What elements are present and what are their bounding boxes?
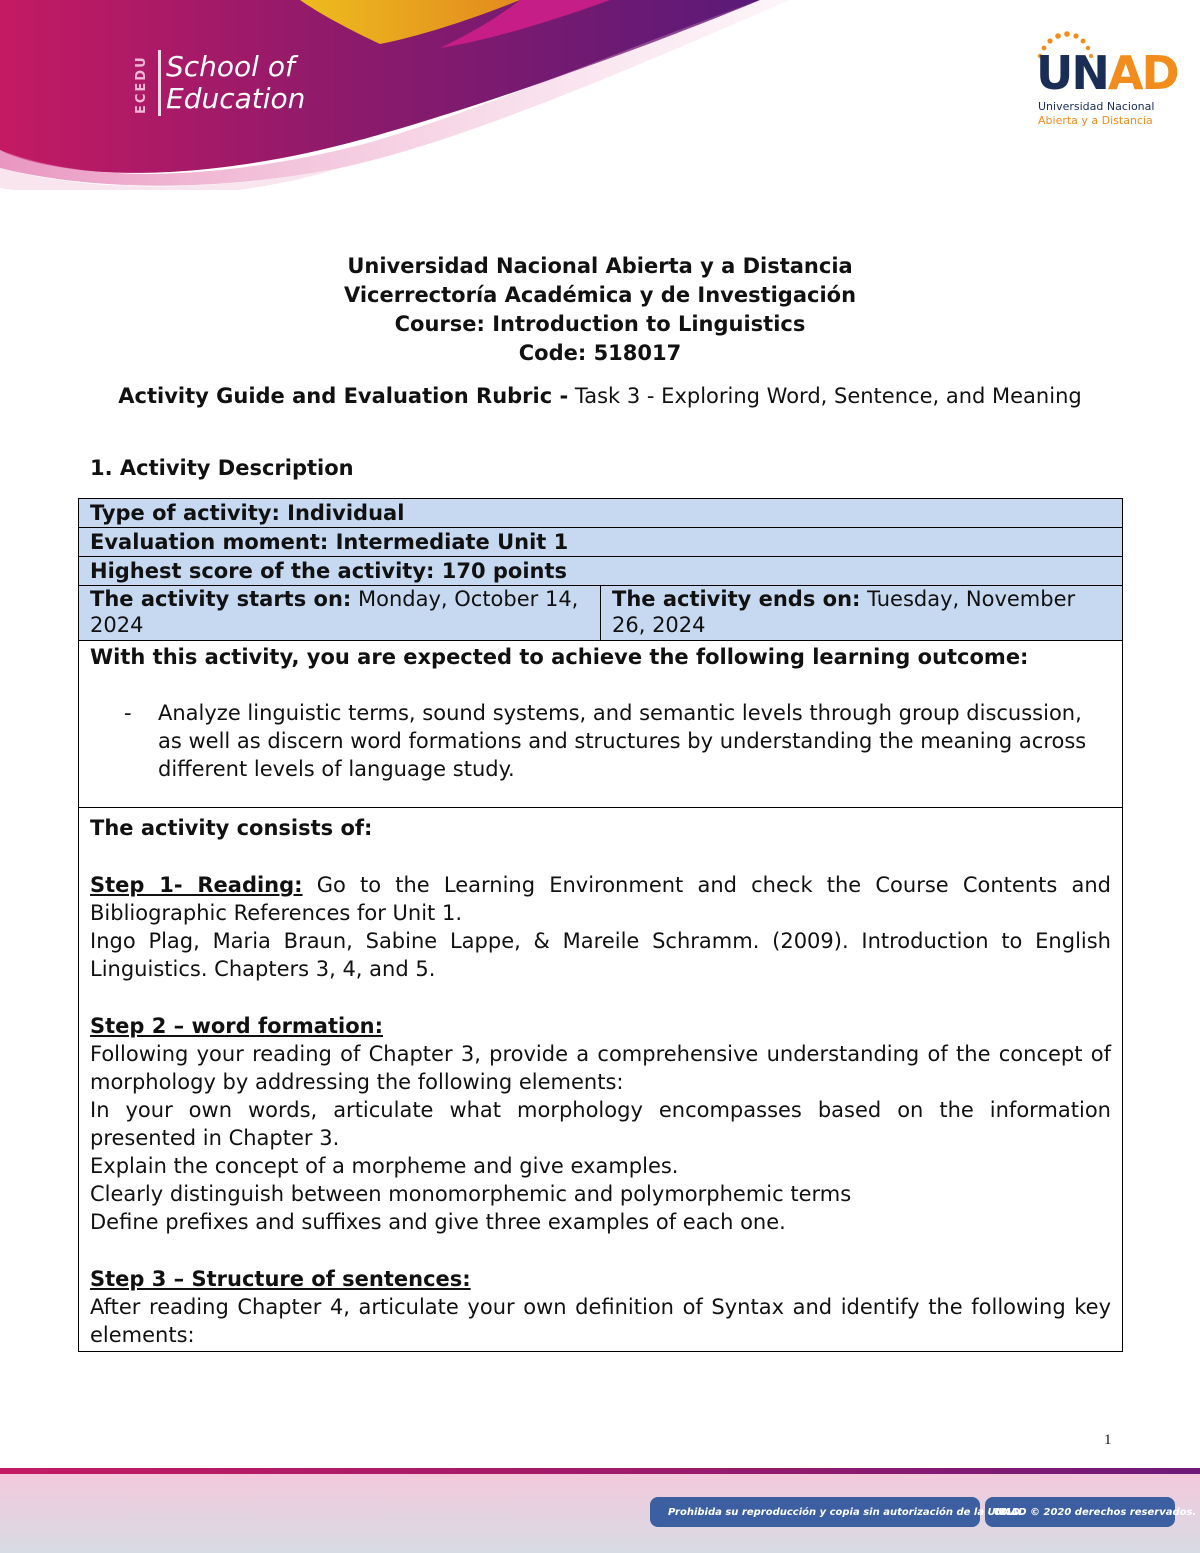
unad-subtitle-2: Abierta y a Distancia bbox=[1038, 114, 1153, 127]
list-item: Clearly distinguish between monomorphemic and polymorphemic terms bbox=[90, 1182, 852, 1206]
activity-steps-cell bbox=[79, 808, 1123, 1352]
table-row bbox=[79, 528, 1123, 557]
guide-title-rest: Task 3 - Exploring Word, Sentence, and Meaning bbox=[568, 384, 1082, 408]
document-title-block bbox=[80, 252, 1120, 368]
school-vertical-mark: ECEDU bbox=[134, 55, 149, 115]
step1-paragraph bbox=[90, 871, 1111, 927]
step2-intro: Following your reading of Chapter 3, provide a comprehensive understanding of the concept of morphology by addressing the following elements: bbox=[90, 1042, 1111, 1094]
learning-outcome-text: Analyze linguistic terms, sound systems, and semantic levels through group discussion, as well as discern word formations and structures by understanding the meaning across different levels of language study. bbox=[158, 701, 1087, 781]
list-item: Define prefixes and suffixes and give three examples of each one. bbox=[90, 1210, 786, 1234]
table-row bbox=[79, 641, 1123, 808]
end-date-value: Tuesday, November 26, 2024 bbox=[612, 587, 1076, 637]
section-heading: 1. Activity Description bbox=[90, 456, 354, 480]
vice-rectorate: Vicerrectoría Académica y de Investigación bbox=[343, 283, 857, 307]
type-of-activity-cell: Type of activity: Individual bbox=[79, 499, 1123, 528]
table-row bbox=[79, 499, 1123, 528]
learning-outcome-heading: With this activity, you are expected to achieve the following learning outcome: bbox=[90, 645, 1029, 669]
learning-outcome-cell bbox=[79, 641, 1123, 808]
school-divider bbox=[158, 50, 161, 116]
highest-score-cell: Highest score of the activity: 170 points bbox=[79, 557, 1123, 586]
guide-title-bold: Activity Guide and Evaluation Rubric - bbox=[118, 384, 569, 408]
copy-notice: Prohibida su reproducción y copia sin autorización de la UNAD. bbox=[668, 1507, 1024, 1518]
step1-reference: Ingo Plag, Maria Braun, Sabine Lappe, & Mareile Schramm. (2009). Introduction to English Linguistics. Chapters 3, 4, and 5. bbox=[90, 929, 1111, 981]
step1-title: Step 1- Reading: bbox=[90, 873, 303, 897]
step1-text: Go to the Learning Environment and check the Course Contents and Bibliographic References for Unit 1. bbox=[90, 873, 1111, 925]
list-item bbox=[90, 699, 1111, 783]
consists-heading: The activity consists of: bbox=[90, 816, 373, 840]
step3-intro: After reading Chapter 4, articulate your own definition of Syntax and identify the following key elements: bbox=[90, 1295, 1111, 1347]
start-date-cell bbox=[79, 586, 601, 641]
step3-title: Step 3 – Structure of sentences: bbox=[90, 1267, 471, 1291]
school-name-line1: School of bbox=[166, 50, 295, 83]
page-header bbox=[0, 0, 1200, 190]
start-date-label: The activity starts on: bbox=[90, 587, 352, 611]
activity-description-table bbox=[78, 498, 1123, 1352]
end-date-cell bbox=[601, 586, 1123, 641]
university-name: Universidad Nacional Abierta y a Distancia bbox=[347, 254, 853, 278]
list-item: In your own words, articulate what morphology encompasses based on the information presented in Chapter 3. bbox=[90, 1098, 1111, 1150]
unad-logo-ad: AD bbox=[1107, 46, 1178, 100]
table-row bbox=[79, 557, 1123, 586]
bullet-dash: - bbox=[124, 701, 132, 725]
table-row bbox=[79, 586, 1123, 641]
unad-logo-un: UN bbox=[1036, 46, 1108, 100]
step2-title: Step 2 – word formation: bbox=[90, 1014, 383, 1038]
start-date-value: Monday, October 14, 2024 bbox=[90, 587, 579, 637]
course-name: Course: Introduction to Linguistics bbox=[394, 312, 806, 336]
unad-subtitle-1: Universidad Nacional bbox=[1038, 100, 1155, 113]
school-name-line2: Education bbox=[166, 82, 306, 115]
guide-title bbox=[80, 382, 1120, 411]
list-item: Explain the concept of a morpheme and give examples. bbox=[90, 1154, 679, 1178]
page-number: 1 bbox=[1104, 1432, 1112, 1448]
evaluation-moment-cell: Evaluation moment: Intermediate Unit 1 bbox=[79, 528, 1123, 557]
copyright-notice: UNAD © 2020 derechos reservados. bbox=[994, 1507, 1197, 1518]
table-row bbox=[79, 808, 1123, 1352]
course-code: Code: 518017 bbox=[518, 341, 682, 365]
unad-logo-wordmark bbox=[1036, 46, 1178, 100]
end-date-label: The activity ends on: bbox=[612, 587, 861, 611]
